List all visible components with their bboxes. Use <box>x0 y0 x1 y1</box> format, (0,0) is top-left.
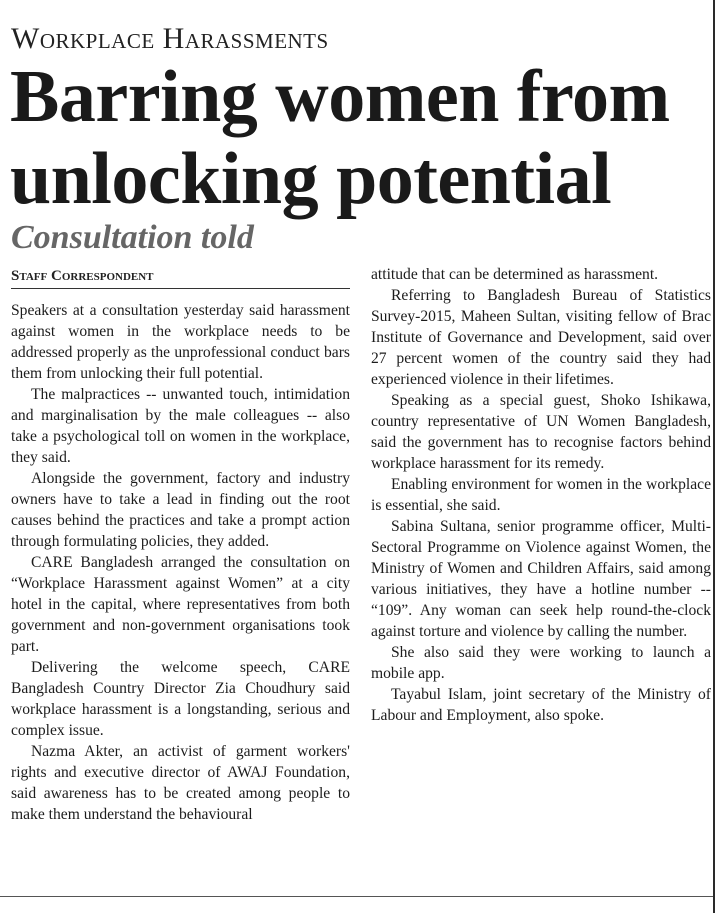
section-kicker: Workplace Harassments <box>11 22 329 55</box>
paragraph: Tayabul Islam, joint secretary of the Ministry of Labour and Employment, also spoke. <box>371 686 711 724</box>
paragraph: Enabling environment for women in the workplace is essential, she said. <box>371 476 711 514</box>
article-column-1 <box>11 300 350 825</box>
headline: Barring women from unlocking potential <box>10 56 670 220</box>
paragraph: Delivering the welcome speech, CARE Bangladesh Country Director Zia Choudhury said workplace harassment is a longstanding, serious and complex issue. <box>11 659 350 739</box>
byline: Staff Correspondent <box>11 266 350 289</box>
paragraph: The malpractices -- unwanted touch, intimidation and marginalisation by the male colleagues -- also take a psychological toll on women in the workplace, they said. <box>11 386 350 466</box>
paragraph: Alongside the government, factory and industry owners have to take a lead in finding out the root causes behind the practices and take a prompt action through formulating policies, they added. <box>11 470 350 550</box>
paragraph: Speakers at a consultation yesterday said harassment against women in the workplace needs to be addressed properly as the unprofessional conduct bars them from unlocking their full potential. <box>11 302 350 382</box>
paragraph: Referring to Bangladesh Bureau of Statistics Survey-2015, Maheen Sultan, visiting fellow of Brac Institute of Governance and Development, said over 27 percent women of the country said they had experienced violence in their lifetimes. <box>371 287 711 388</box>
paragraph: Sabina Sultana, senior programme officer, Multi-Sectoral Programme on Violence against Women, the Ministry of Women and Children Affairs, said among various initiatives, they have a hotline number -- “109”. Any woman can seek help round-the-clock against torture and violence by calling the number. <box>371 518 711 640</box>
paragraph: Speaking as a special guest, Shoko Ishikawa, country representative of UN Women Bangladesh, said the government has to recognise factors behind workplace harassment for its remedy. <box>371 392 711 472</box>
bottom-rule <box>0 896 713 897</box>
paragraph: Nazma Akter, an activist of garment workers' rights and executive director of AWAJ Foundation, said awareness has to be created among people to make them understand the behavioural <box>11 743 350 823</box>
article-column-2 <box>371 264 711 726</box>
subheadline: Consultation told <box>11 219 254 256</box>
paragraph: attitude that can be determined as harassment. <box>371 266 659 283</box>
paragraph: CARE Bangladesh arranged the consultation on “Workplace Harassment against Women” at a city hotel in the capital, where representatives from both government and non-government organisations took part. <box>11 554 350 655</box>
paragraph: She also said they were working to launch a mobile app. <box>371 644 711 682</box>
